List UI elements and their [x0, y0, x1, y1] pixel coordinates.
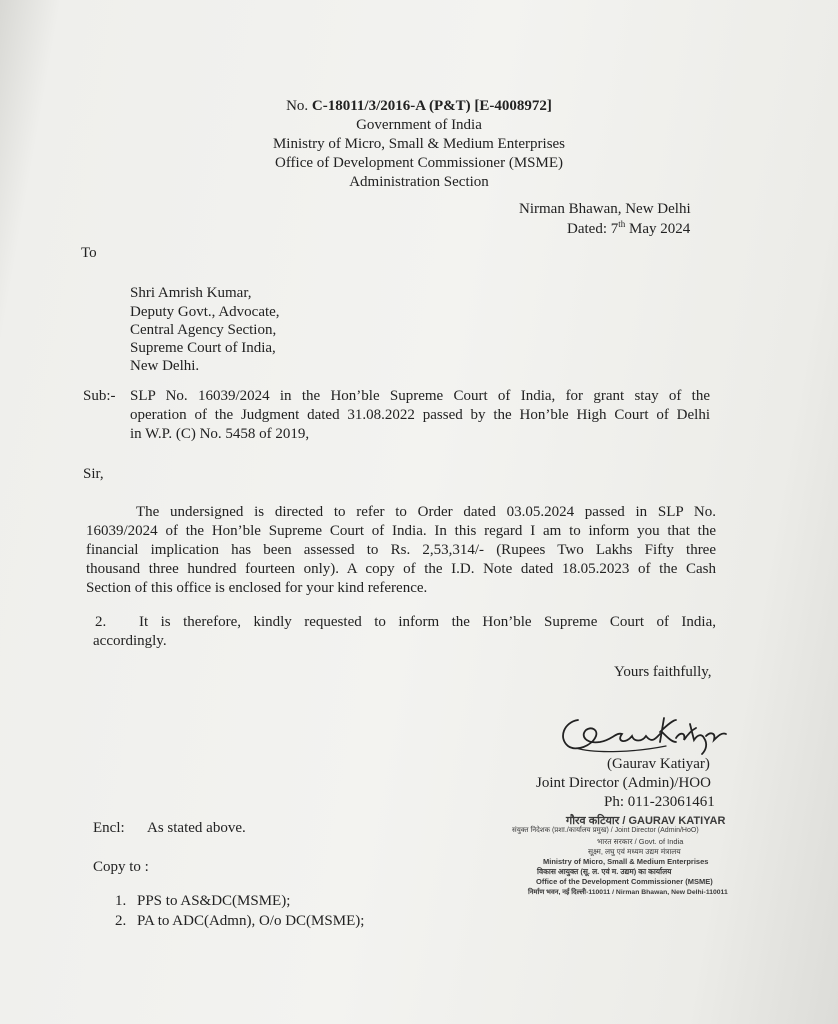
stamp-line: संयुक्त निदेशक (प्रशा./कार्यालय प्रमुख) / Joint Director (Admin/HoO): [512, 827, 699, 834]
stamp-line: Ministry of Micro, Small & Medium Enterprises: [543, 857, 709, 866]
stamp-line: विकास आयुक्त (सू. ल. एवं म. उद्यम) का कार्यालय: [537, 867, 672, 876]
stamp-line: भारत सरकार / Govt. of India: [597, 837, 684, 846]
subject-line: operation of the Judgment dated 31.08.2022 passed by the Hon’ble High Court of Delhi: [130, 407, 710, 423]
subject-line: SLP No. 16039/2024 in the Hon’ble Supreme Court of India, for grant stay of the: [130, 388, 710, 404]
addressee-line: Deputy Govt., Advocate,: [130, 304, 280, 320]
addressee-line: New Delhi.: [130, 358, 200, 374]
to-label: To: [81, 245, 97, 261]
copy-to-label: Copy to :: [93, 859, 149, 875]
addressee-line: Central Agency Section,: [130, 322, 277, 338]
stamp-line: Office of the Development Commissioner (MSME): [536, 877, 713, 886]
paragraph-number: 2.: [95, 614, 107, 630]
handwritten-signature: [556, 708, 731, 758]
signatory-designation: Joint Director (Admin)/HOO: [536, 775, 711, 791]
addressee-line: Shri Amrish Kumar,: [130, 285, 252, 301]
copy-to-item: PA to ADC(Admn), O/o DC(MSME);: [137, 913, 365, 929]
signatory-phone: Ph: 011-23061461: [604, 794, 715, 810]
subject-label: Sub:-: [83, 388, 116, 404]
date: Dated: 7th May 2024: [567, 219, 691, 237]
copy-to-item-number: 1.: [115, 893, 127, 909]
stamp-line: निर्माण भवन, नई दिल्ली-110011 / Nirman Bhawan, New Delhi-110011: [528, 889, 728, 896]
paragraph-line: Section of this office is enclosed for your kind reference.: [86, 580, 428, 596]
stamp-line: सूक्ष्म, लघु एवं मध्यम उद्यम मंत्रालय: [588, 847, 681, 856]
paragraph-line: It is therefore, kindly requested to inform the Hon’ble Supreme Court of India,: [139, 614, 716, 630]
header-government: Government of India: [356, 117, 482, 133]
paragraph-line: financial implication has been assessed to Rs. 2,53,314/- (Rupees Two Lakhs Fifty three: [86, 542, 716, 558]
addressee-line: Supreme Court of India,: [130, 340, 276, 356]
paragraph-line: The undersigned is directed to refer to Order dated 03.05.2024 passed in SLP No.: [136, 504, 716, 520]
enclosure-label: Encl:: [93, 820, 125, 836]
header-section: Administration Section: [349, 174, 489, 190]
header-ministry: Ministry of Micro, Small & Medium Enterprises: [272, 136, 566, 152]
closing: Yours faithfully,: [614, 664, 712, 680]
place: Nirman Bhawan, New Delhi: [519, 201, 691, 217]
paragraph-line: accordingly.: [93, 633, 167, 649]
paragraph-line: 16039/2024 of the Hon’ble Supreme Court of India. In this regard I am to inform you that the: [86, 523, 716, 539]
salutation: Sir,: [83, 466, 104, 482]
subject-line: in W.P. (C) No. 5458 of 2019,: [130, 426, 310, 442]
stamp-line: गौरव कटियार / GAURAV KATIYAR: [566, 815, 726, 827]
reference-number: No. C-18011/3/2016-A (P&T) [E-4008972]: [286, 98, 552, 114]
paragraph-line: thousand three hundred fourteen only). A copy of the I.D. Note dated 18.05.2023 of the Cash: [86, 561, 716, 577]
header-office: Office of Development Commissioner (MSME): [274, 155, 563, 171]
signatory-name: (Gaurav Katiyar): [607, 756, 710, 772]
copy-to-item: PPS to AS&DC(MSME);: [137, 893, 291, 909]
enclosure-value: As stated above.: [147, 820, 246, 836]
copy-to-item-number: 2.: [115, 913, 127, 929]
